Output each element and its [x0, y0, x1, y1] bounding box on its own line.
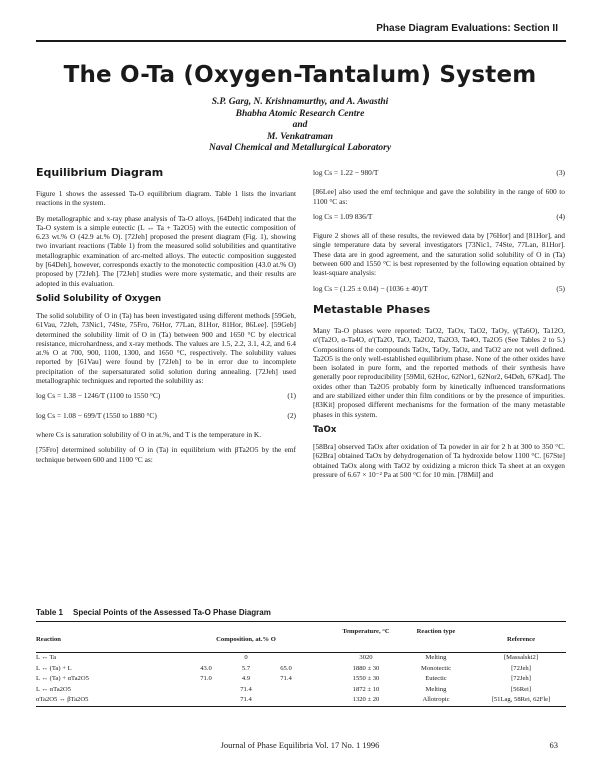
- table-cell-temp: 1320 ± 20: [352, 696, 380, 703]
- table-caption: [36, 608, 566, 617]
- table-body: [36, 653, 566, 706]
- table-cell-temp: 1872 ± 10: [352, 685, 380, 693]
- paragraph: The solid solubility of O in (Ta) has been investigated using different methods [59Geb, 61Vau, 72Jeh, 73Nic1, 74Ste, 75Fro, 76Hor, 77Lan, 81Hor, 81Hor, 86Lee]. [59Geb] determined the solubility limit of O in (Ta) between 900 and 1650 °C by electrical resistance, microhardness, and x-ray methods. The values are 1.5, 2.2, 3.1, 4.2, and 6.4 at.% O at 700, 900, 1100, 1300, and 1650 °C, respectively. The solubility values reported by [61Vau] were found by [72Jeh] to be in error due to incomplete precipitation of the supersaturated solid solution during annealing. [72Jeh] used metallographic techniques and reported the solubility as:: [36, 310, 296, 386]
- author-conjunction: and: [292, 120, 308, 130]
- equation-number: (5): [556, 283, 565, 293]
- header-temperature: Temperature, °C: [342, 628, 390, 635]
- paragraph: [58Bra] observed TaOx after oxidation of Ta powder in air for 2 h at 300 to 350 °C. [62Bra] obtained TaOx by dehydrogenation of Ta hydroxide below 1100 °C. [67Ste] obtained TaOx along with TaO2 by oxidizing a micron thick Ta sheet at an oxygen pressure of 6.67 × 10⁻² Pa at 500 °C for 10 min. [78Mil] and: [313, 441, 565, 479]
- section-label: Phase Diagram Evaluations: Section II: [376, 23, 558, 34]
- table-cell-type: Eutectic: [425, 675, 447, 682]
- paragraph: [86Lee] also used the emf technique and gave the solubility in the range of 600 to 1100 °C as:: [313, 187, 565, 206]
- page-number: 63: [549, 740, 558, 750]
- table-row: [36, 664, 566, 675]
- paragraph: where Cs is saturation solubility of O in at.%, and T is the temperature in K.: [36, 429, 262, 439]
- table-cell-reaction: αTa2O5 ↔ βTa2O5: [36, 696, 89, 703]
- equation-text: log Cs = 1.38 − 1246/T (1100 to 1550 °C): [36, 391, 161, 401]
- header-reaction: Reaction: [36, 636, 61, 643]
- header-reaction-type: Reaction type: [416, 628, 456, 635]
- heading-solid-solubility: Solid Solubility of Oxygen: [36, 293, 162, 304]
- invariant-reactions-table: [36, 608, 566, 707]
- affiliation-2: Naval Chemical and Metallurgical Laboratory: [208, 143, 392, 153]
- header-reference: Reference: [506, 636, 536, 643]
- equation-text: log Cs = 1.09 836/T: [313, 211, 373, 221]
- table-row: [36, 685, 566, 696]
- table-cell-c2: 0: [244, 654, 248, 661]
- table-label: Table 1: [36, 608, 63, 617]
- affiliation-1: Bhabha Atomic Research Centre: [235, 108, 365, 119]
- table-cell-ref: [72Jeh]: [511, 675, 531, 682]
- table-cell-ref: [56Rei]: [510, 685, 532, 693]
- table-cell-ref: [Massalski2]: [503, 654, 539, 661]
- table-cell-reaction: L ↔ Ta: [36, 654, 57, 661]
- equation-number: (4): [556, 211, 565, 221]
- table-cell-temp: 1550 ± 30: [352, 675, 380, 682]
- table-cell-c3: 71.4: [280, 675, 292, 682]
- table-cell-temp: 3020: [359, 654, 373, 661]
- header-rule: [36, 40, 566, 42]
- table-header-row: [36, 622, 566, 652]
- table-cell-reaction: L ↔ αTa2O5: [36, 685, 71, 693]
- table-rule: [36, 706, 566, 707]
- table-row: [36, 695, 566, 706]
- table-cell-ref: [51Lag, 58Rei, 62Fle]: [491, 696, 551, 703]
- table-row: [36, 653, 566, 664]
- equation-number: (2): [287, 410, 296, 420]
- table-cell-ref: [72Jeh]: [511, 664, 531, 672]
- equation-5: [313, 284, 565, 293]
- equation-4: [313, 212, 565, 221]
- equation-text: log Cs = 1.22 − 980/T: [313, 168, 379, 177]
- equation-3: [313, 168, 565, 177]
- table-cell-type: Melting: [425, 685, 447, 693]
- paragraph: Figure 1 shows the assessed Ta-O equilibrium diagram. Table 1 lists the invariant reactions in the system.: [36, 189, 296, 208]
- equation-text: log Cs = 1.08 − 699/T (1550 to 1880 °C): [36, 410, 157, 420]
- table-cell-reaction: L ↔ (Ta) + αTa2O5: [36, 675, 89, 682]
- table-cell-c2: 71.4: [240, 696, 252, 703]
- table-cell-c1: 71.0: [200, 675, 212, 682]
- table-cell-c2: 71.4: [240, 685, 252, 693]
- equation-1: [36, 391, 296, 400]
- table-cell-type: Melting: [425, 654, 447, 661]
- table-cell-type: Allotropic: [422, 696, 450, 703]
- table-title: Special Points of the Assessed Ta-O Phase Diagram: [72, 608, 271, 617]
- table-cell-c2: 4.9: [241, 675, 251, 682]
- paragraph: [75Fro] determined solubility of O in (Ta) in equilibrium with βTa2O5 by the emf technique between 600 and 1100 °C as:: [36, 445, 296, 464]
- equation-2: [36, 411, 296, 420]
- paragraph: Figure 2 shows all of these results, the reviewed data by [76Hor] and [81Hor], and single temperature data by several investigators [73Nic1, 74Ste, 77Lan, 81Hor]. These data are in good agreement, and the saturation solid solubility of O in (Ta) between 600 and 1550 °C is best represented by the following equation obtained by least-square analysis:: [313, 231, 565, 278]
- heading-metastable-phases: Metastable Phases: [313, 302, 431, 316]
- paragraph: Many Ta-O phases were reported: TaO2, TaOx, TaO2, TaOy, γ(Ta6O), Ta12O, α'(Ta2O, α-Ta4O, α'(Ta2O, TaO, Ta2O2, Ta2O3, Ta4O, Ta2O5 (See Tables 2 to 5.) Compositions of the compounds TaOx, TaOy, TaOz, and TaO2 are not well defined. Ta2O5 is the only well-established equilibrium phase. None of the other oxides have been isolated in pure form, and the reported methods of their synthesis have generally poor reproducibility [59Mil, 62Hoc, 62Nor1, 62Nor2, 64Deh, 67Kad]. The oxides other than Ta2O5 probably form by kinetically influenced transformations and are stabilized either under thin film conditions or by the presence of impurities. [83Kit] proposed different mechanisms for the formation of the many metastable phases in this system.: [313, 325, 565, 419]
- equation-number: (3): [556, 168, 565, 177]
- header-composition: Composition, at.% O: [216, 636, 276, 643]
- table-row: [36, 674, 566, 685]
- heading-taox: TaOx: [313, 424, 337, 435]
- journal-citation: Journal of Phase Equilibria Vol. 17 No. 1 1996: [220, 740, 380, 750]
- table-cell-reaction: L ↔ (Ta) + L: [36, 664, 72, 672]
- table-cell-temp: 1880 ± 30: [352, 664, 380, 672]
- table-cell-type: Monotectic: [420, 664, 452, 672]
- author-name-2: M. Venkatraman: [267, 131, 333, 142]
- table-cell-c1: 43.0: [200, 664, 212, 672]
- heading-equilibrium-diagram: Equilibrium Diagram: [36, 166, 164, 179]
- equation-text: log Cs = (1.25 ± 0.04) − (1036 ± 40)/T: [313, 283, 428, 293]
- author-block: [0, 97, 600, 155]
- table-cell-c3: 65.0: [280, 664, 292, 672]
- paragraph: By metallographic and x-ray phase analysis of Ta-O alloys, [64Deh] indicated that the Ta-O system is a simple eutectic (L ↔ Ta + Ta2O5) with the eutectic composition of 6.23 wt.% O (42.9 at.% O). [72Jeh] proposed the present diagram (Fig. 1), showing two invariant reactions (Table 1) from the measured solid solubilities and quantitative metallographic examination of arc-melted alloys. The eutectic composition suggested by [64Deh], however, corresponds exactly to the monotectic composition (43.0 at.% O) proposed by [72Jeh]. The [72Jeh] studies were more systematic, and their results are adopted in this evaluation.: [36, 213, 296, 288]
- equation-number: (1): [287, 391, 296, 401]
- article-title: The O-Ta (Oxygen-Tantalum) System: [63, 62, 537, 88]
- table-cell-c2: 5.7: [241, 664, 251, 672]
- left-column: [36, 166, 296, 470]
- author-names: S.P. Garg, N. Krishnamurthy, and A. Awasthi: [211, 97, 389, 107]
- right-column: [313, 166, 565, 485]
